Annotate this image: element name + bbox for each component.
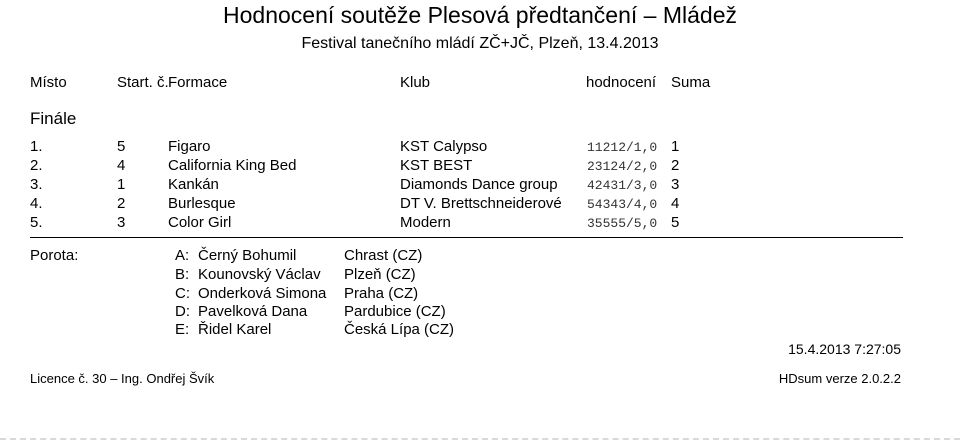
timestamp: 15.4.2013 7:27:05 <box>788 341 901 357</box>
cell-sum: 3 <box>671 176 680 193</box>
judge-row <box>0 321 960 341</box>
table-row <box>0 214 960 234</box>
jury-label: Porota: <box>30 247 79 264</box>
cell-start: 4 <box>117 157 126 174</box>
version-text: HDsum verze 2.0.2.2 <box>778 371 901 386</box>
cell-formation: Kankán <box>168 176 219 193</box>
judge-row <box>0 285 960 305</box>
cell-sum: 2 <box>671 157 680 174</box>
judge-city: Česká Lípa (CZ) <box>344 321 455 338</box>
header-rating: hodnocení <box>586 74 657 91</box>
cell-rating: 35555/5,0 <box>587 216 658 231</box>
table-row <box>0 138 960 158</box>
table-row <box>0 157 960 177</box>
cell-club: KST BEST <box>400 157 473 174</box>
cell-place: 4. <box>30 195 43 212</box>
header-start: Start. č. <box>117 74 169 91</box>
judge-letter: D: <box>175 303 190 320</box>
cell-place: 2. <box>30 157 43 174</box>
cell-rating: 42431/3,0 <box>587 178 658 193</box>
cell-formation: Burlesque <box>168 195 236 212</box>
cell-club: Diamonds Dance group <box>400 176 558 193</box>
judge-city: Plzeň (CZ) <box>344 266 416 283</box>
judge-letter: B: <box>175 266 190 283</box>
page-subtitle: Festival tanečního mládí ZČ+JČ, Plzeň, 13.4.2013 <box>301 35 659 52</box>
divider <box>30 237 903 238</box>
cell-club: KST Calypso <box>400 138 488 155</box>
cell-formation: Figaro <box>168 138 211 155</box>
judge-letter: C: <box>175 285 190 302</box>
header-club: Klub <box>400 74 431 91</box>
judge-letter: A: <box>175 247 190 264</box>
cell-place: 3. <box>30 176 43 193</box>
cell-sum: 5 <box>671 214 680 231</box>
page-bottom-border <box>0 438 960 440</box>
header-sum: Suma <box>671 74 711 91</box>
cell-start: 5 <box>117 138 126 155</box>
judge-city: Pardubice (CZ) <box>344 303 446 320</box>
judge-name: Černý Bohumil <box>198 247 297 264</box>
cell-sum: 4 <box>671 195 680 212</box>
judge-row <box>0 247 960 267</box>
cell-sum: 1 <box>671 138 680 155</box>
judge-name: Onderková Simona <box>198 285 327 302</box>
table-row <box>0 195 960 215</box>
cell-place: 1. <box>30 138 43 155</box>
cell-rating: 54343/4,0 <box>587 197 658 212</box>
judge-city: Chrast (CZ) <box>344 247 423 264</box>
judge-city: Praha (CZ) <box>344 285 419 302</box>
judge-name: Řidel Karel <box>198 321 272 338</box>
cell-start: 2 <box>117 195 126 212</box>
judge-name: Kounovský Václav <box>198 266 321 283</box>
judge-letter: E: <box>175 321 190 338</box>
cell-place: 5. <box>30 214 43 231</box>
judge-row <box>0 303 960 323</box>
cell-formation: California King Bed <box>168 157 297 174</box>
header-formation: Formace <box>168 74 228 91</box>
cell-start: 1 <box>117 176 126 193</box>
header-place: Místo <box>30 74 67 91</box>
cell-club: Modern <box>400 214 451 231</box>
judge-name: Pavelková Dana <box>198 303 308 320</box>
judge-row <box>0 266 960 286</box>
section-title: Finále <box>30 109 77 128</box>
license-text: Licence č. 30 – Ing. Ondřej Švík <box>30 371 215 386</box>
cell-club: DT V. Brettschneiderové <box>400 195 562 212</box>
cell-rating: 11212/1,0 <box>587 140 658 155</box>
page-title: Hodnocení soutěže Plesová předtančení – Mládež <box>223 2 737 28</box>
cell-rating: 23124/2,0 <box>587 159 658 174</box>
cell-start: 3 <box>117 214 126 231</box>
table-row <box>0 176 960 196</box>
cell-formation: Color Girl <box>168 214 232 231</box>
